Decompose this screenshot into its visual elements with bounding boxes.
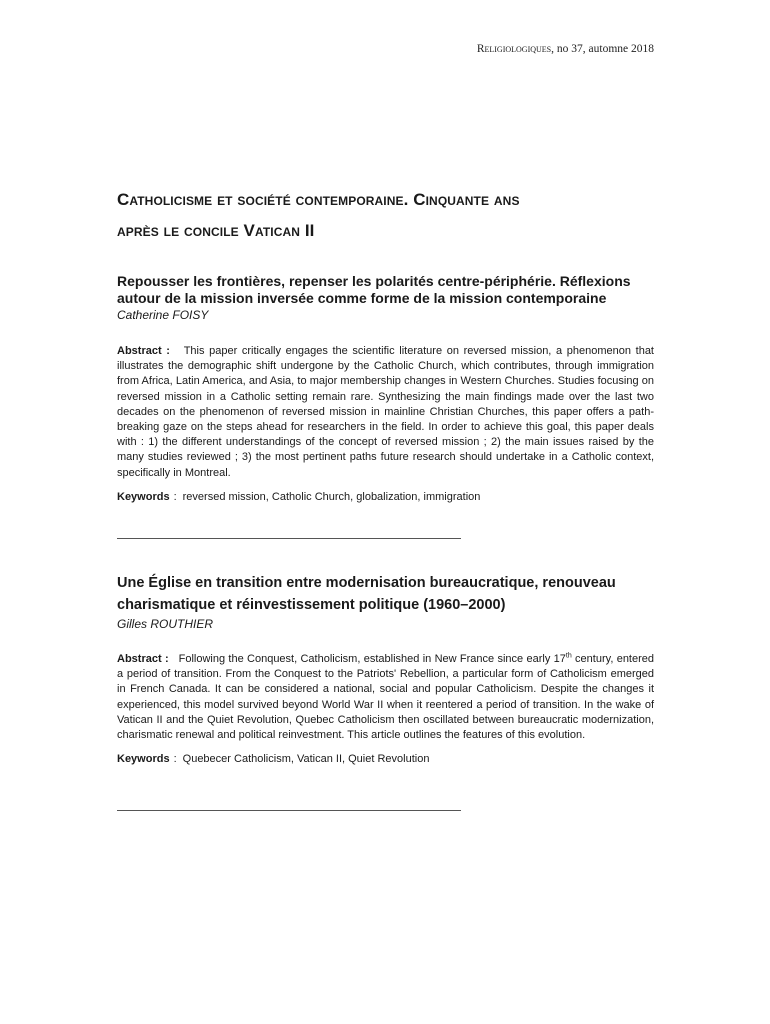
- issue-info: , no 37, automne 2018: [551, 43, 654, 55]
- article-keywords: [117, 490, 654, 505]
- article-foisy: [117, 273, 654, 505]
- article-title-line-2: charismatique et réinvestissement politique (1960–2000): [117, 597, 506, 613]
- keywords-text: Quebecer Catholicism, Vatican II, Quiet Revolution: [182, 753, 430, 766]
- article-title-line-1: Une Église en transition entre modernisation bureaucratique, renouveau: [117, 575, 616, 591]
- keywords-label: Keywords: [117, 753, 170, 766]
- article-title: [117, 572, 654, 616]
- article-abstract: [117, 344, 654, 481]
- keywords-label: Keywords: [117, 490, 170, 503]
- issue-title-line-2: après le concile Vatican II: [117, 221, 315, 240]
- article-title: [117, 273, 654, 307]
- issue-title: [117, 184, 657, 246]
- abstract-label: Abstract :: [117, 653, 169, 665]
- section-divider: [117, 538, 461, 539]
- section-divider: [117, 810, 461, 811]
- article-keywords: [117, 752, 654, 767]
- article-author: Gilles ROUTHIER: [117, 617, 214, 631]
- article-author: Catherine FOISY: [117, 308, 209, 322]
- abstract-text-continued: century, entered a period of transition. From the Conquest to the Patriots' Rebellion, a particular form of Catholicism emerged in French Canada. It can be considered a national, social and popular Catholicism. Despite the changes it experienced, this model survived beyond World War II when it reentered a period of transition. In the wake of Vatican II and the Quiet Revolution, Quebec Catholicism then oscillated between bureaucratic modernization, charismatic renewal and political reinvestment. This article outlines the features of this evolution.: [117, 653, 655, 742]
- abstract-text: This paper critically engages the scientific literature on reversed mission, a phenomenon that illustrates the demographic shift undergone by the Catholic Church, which contributes, through immigration from Africa, Latin America, and Asia, to major membership changes in Western Churches. Studies focusing on reversed mission in a Catholic setting remain rare. Synthesizing the main findings made over the last two decades on the phenomenon of reversed mission in mainline Christian Churches, this paper offers a path-breaking gaze on the steps ahead for researchers in the field. In order to achieve this goal, this paper deals with : 1) the different understandings of the concept of reversed mission ; 2) the main issues raised by the many studies reviewed ; 3) the most pertinent paths future research should undertake in a Catholic context, specifically in Montreal.: [117, 345, 654, 479]
- keywords-text: reversed mission, Catholic Church, globalization, immigration: [182, 490, 481, 503]
- article-title-line-2: autour de la mission inversée comme forme de la mission contemporaine: [117, 290, 607, 306]
- running-head: [477, 43, 654, 55]
- journal-name: Religiologiques: [476, 43, 552, 55]
- abstract-superscript: th: [565, 652, 572, 660]
- abstract-text: Following the Conquest, Catholicism, established in New France since early 17: [178, 653, 566, 665]
- issue-title-line-1: Catholicisme et société contemporaine. Cinquante ans: [117, 190, 520, 209]
- abstract-label: Abstract :: [117, 345, 170, 357]
- article-routhier: [117, 572, 654, 767]
- article-title-line-1: Repousser les frontières, repenser les polarités centre-périphérie. Réflexions: [117, 273, 631, 289]
- article-abstract: [117, 652, 654, 743]
- keywords-separator: :: [173, 753, 177, 766]
- keywords-separator: :: [173, 490, 177, 503]
